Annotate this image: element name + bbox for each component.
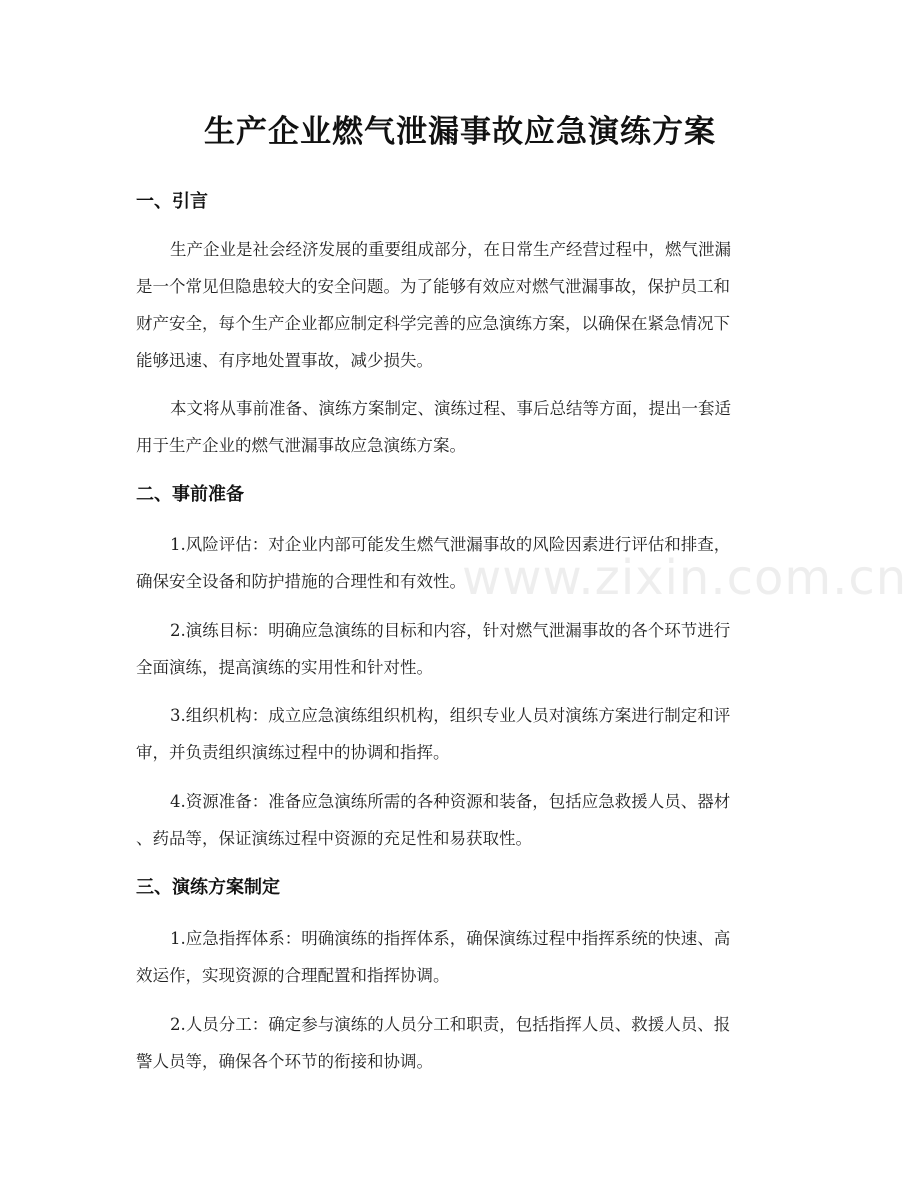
text-line: 1.风险评估：对企业内部可能发生燃气泄漏事故的风险因素进行评估和排查， [170, 535, 731, 554]
text-line: 确保安全设备和防护措施的合理性和有效性。 [136, 572, 466, 591]
text-line: 本文将从事前准备、演练方案制定、演练过程、事后总结等方面，提出一套适 [170, 399, 731, 418]
text-line: 用于生产企业的燃气泄漏事故应急演练方案。 [136, 436, 466, 455]
text-line: 财产安全，每个生产企业都应制定科学完善的应急演练方案，以确保在紧急情况下 [136, 314, 730, 333]
paragraph-preparation-1 [136, 526, 796, 600]
document-title: 生产企业燃气泄漏事故应急演练方案 [204, 114, 716, 150]
text-line: 审，并负责组织演练过程中的协调和指挥。 [136, 743, 450, 762]
paragraph-introduction-2 [136, 390, 796, 464]
paragraph-preparation-2 [136, 612, 796, 686]
text-line: 2.人员分工：确定参与演练的人员分工和职责，包括指挥人员、救援人员、报 [170, 1015, 731, 1034]
text-line: 警人员等，确保各个环节的衔接和协调。 [136, 1052, 433, 1071]
paragraph-introduction-1 [136, 231, 796, 379]
text-line: 、药品等，保证演练过程中资源的充足性和易获取性。 [136, 829, 532, 848]
text-line: 效运作，实现资源的合理配置和指挥协调。 [136, 966, 450, 985]
paragraph-preparation-3 [136, 697, 796, 771]
text-line: 全面演练，提高演练的实用性和针对性。 [136, 658, 433, 677]
text-line: 2.演练目标：明确应急演练的目标和内容，针对燃气泄漏事故的各个环节进行 [170, 621, 731, 640]
text-line: 是一个常见但隐患较大的安全问题。为了能够有效应对燃气泄漏事故，保护员工和 [136, 277, 730, 296]
paragraph-plan-1 [136, 920, 796, 994]
paragraph-plan-2 [136, 1006, 796, 1080]
text-line: 生产企业是社会经济发展的重要组成部分，在日常生产经营过程中，燃气泄漏 [170, 240, 731, 259]
text-line: 4.资源准备：准备应急演练所需的各种资源和装备，包括应急救援人员、器材 [170, 792, 731, 811]
section-heading-preparation: 二、事前准备 [136, 484, 244, 505]
watermark: www.zixin.com.cn [462, 550, 908, 606]
section-heading-introduction: 一、引言 [136, 191, 208, 212]
text-line: 能够迅速、有序地处置事故，减少损失。 [136, 351, 433, 370]
paragraph-preparation-4 [136, 783, 796, 857]
text-line: 3.组织机构：成立应急演练组织机构，组织专业人员对演练方案进行制定和评 [170, 706, 731, 725]
section-heading-plan: 三、演练方案制定 [136, 877, 280, 898]
text-line: 1.应急指挥体系：明确演练的指挥体系，确保演练过程中指挥系统的快速、高 [170, 929, 731, 948]
